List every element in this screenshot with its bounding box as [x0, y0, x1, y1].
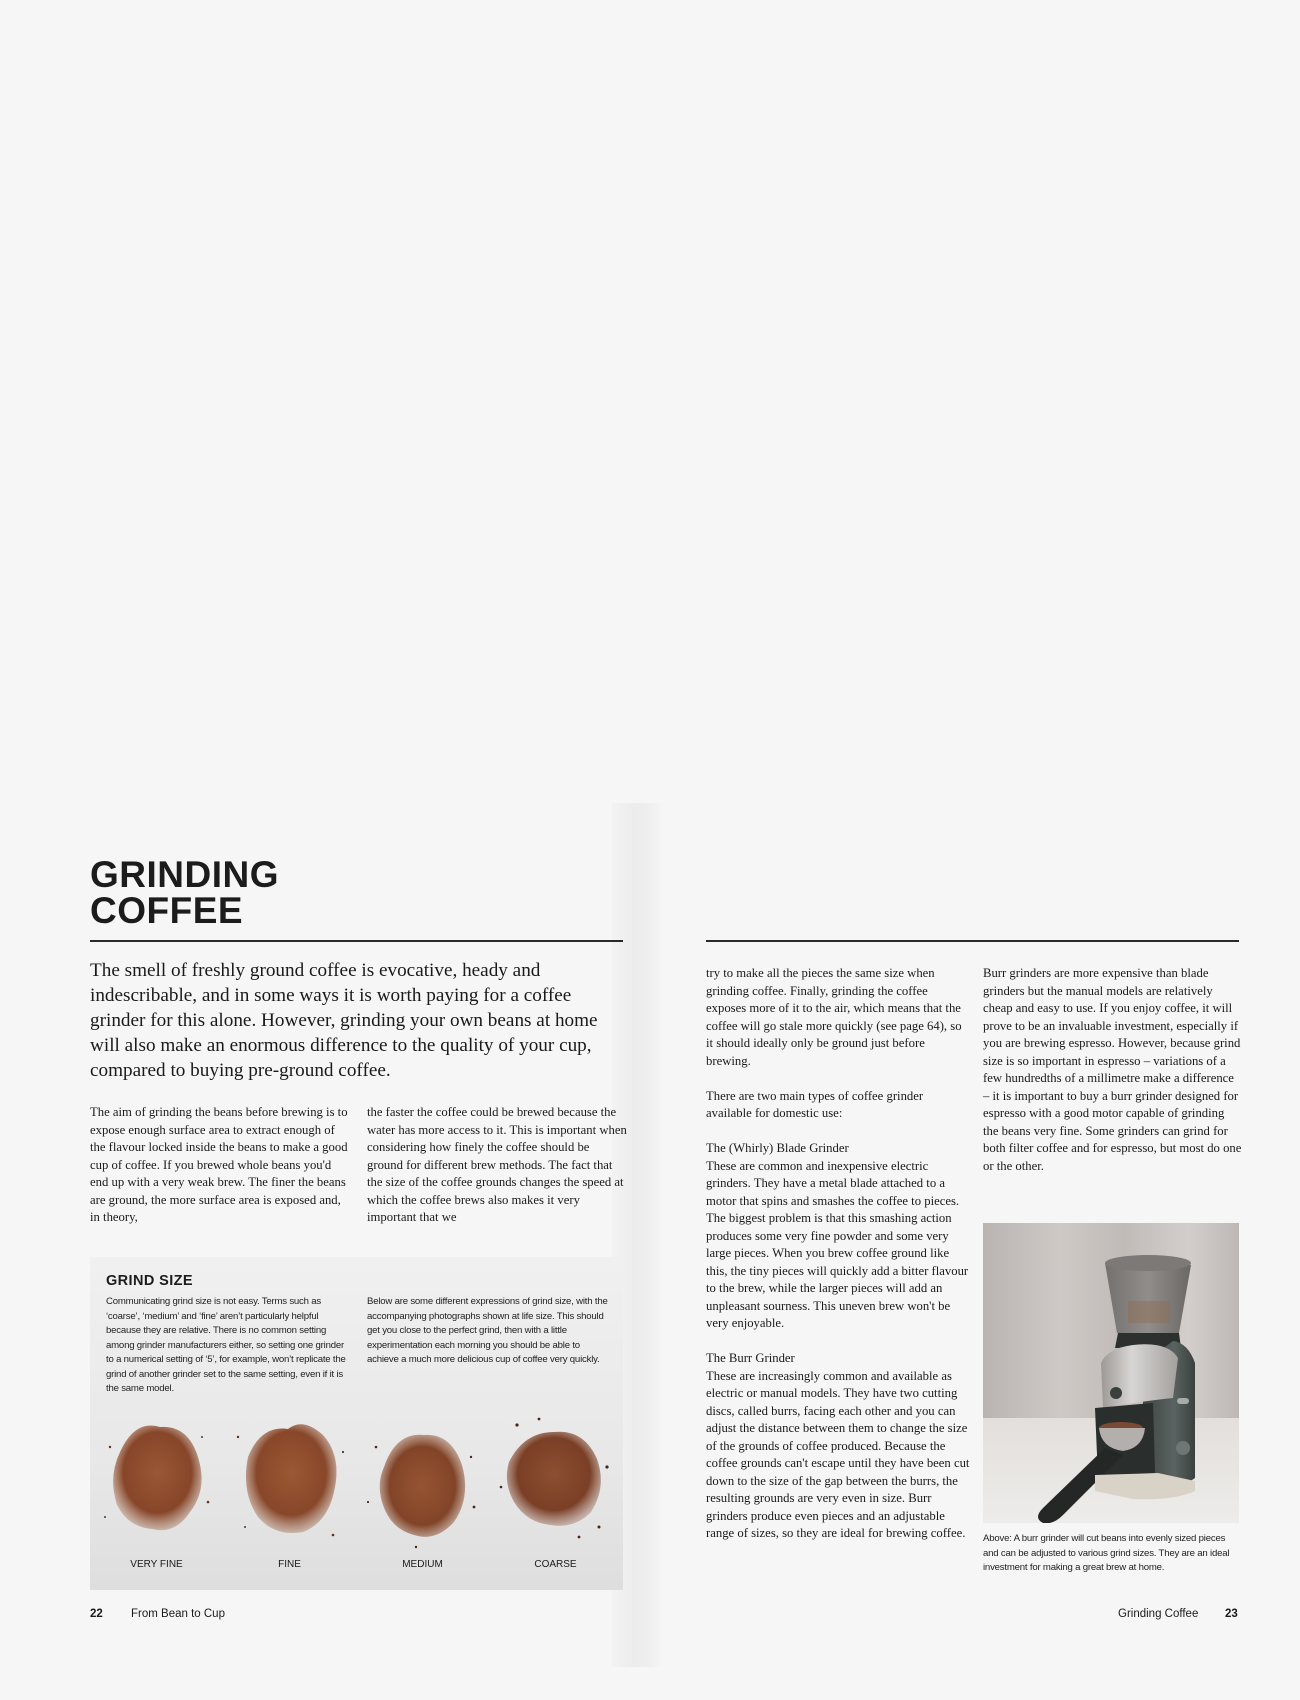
- burr-grinder-text: These are increasingly common and available as electric or manual models. They have two cutting discs, called burrs, facing each other and you can adjust the distance between them to change the size of the grounds of coffee produced. Because the coffee grounds can't escape until they have been cut down to the size of the gap between the burrs, the resulting grounds are very even in size. Burr grinders produce even pieces and an adjustable range of sizes, so they are ideal for brewing coffee.: [706, 1368, 970, 1540]
- blade-grinder-heading: The (Whirly) Blade Grinder: [706, 1141, 849, 1155]
- grind-sample-coarse: [489, 1407, 622, 1582]
- right-col1-para-1: try to make all the pieces the same size when grinding coffee. Finally, grinding the coffee exposes more of it to the air, which means that the coffee will go stale more quickly (see page 64), so it should ideally only be ground just before brewing.: [706, 966, 962, 1068]
- title-line-2: COFFEE: [90, 890, 244, 931]
- grind-size-text-1: Communicating grind size is not easy. Terms such as ‘coarse’, ‘medium’ and ‘fine’ aren’t particularly helpful because they are relative. There is no common setting among grinder manufacturers either, so setting one grinder to a numerical setting of ‘5’, for example, won’t replicate the grind of another grinder set to the same setting, even if it is the same model.: [106, 1296, 346, 1394]
- page-number-left: 22: [90, 1608, 103, 1620]
- right-column-1: [706, 965, 971, 1543]
- photo-caption: Above: A burr grinder will cut beans into evenly sized pieces and can be adjusted to various grind sizes. They are an ideal investment for making a great brew at home.: [983, 1533, 1230, 1573]
- running-title-right: Grinding Coffee: [1118, 1608, 1199, 1620]
- grind-label-medium: MEDIUM: [402, 1559, 443, 1570]
- body-column-1: The aim of grinding the beans before brewing is to expose enough surface area to extract enough of the flavour locked inside the beans to make a good cup of coffee. If you brewed whole beans you'd end up with a very weak brew. The finer the beans are ground, the more surface area is exposed and, in theory,: [90, 1105, 348, 1224]
- page-number-right: 23: [1225, 1608, 1238, 1620]
- blade-grinder-text: These are common and inexpensive electric grinders. They have a metal blade attached to a motor that spins and smashes the coffee to pieces. The biggest problem is that this smashing action produces some very fine powder and some very large pieces. When you brew coffee ground like this, the tiny pieces will quickly add a bitter flavour to the brew, while the larger pieces will add an unpleasant sourness. This uneven brew won't be very enjoyable.: [706, 1158, 969, 1330]
- right-column-2: Burr grinders are more expensive than blade grinders but the manual models are relatively cheap and easy to use. If you enjoy coffee, it will prove to be an invaluable investment, especially if you are brewing espresso. However, because grind size is so important in espresso – variations of a few hundredths of a millimetre make a difference – it is important to buy a burr grinder designed for espresso with a good motor capable of grinding the beans very fine. Some grinders can grind for both filter coffee and for espresso, but most do one or the other.: [983, 966, 1242, 1173]
- coffee-pile-icon: [90, 1407, 223, 1557]
- running-title-left: From Bean to Cup: [131, 1608, 225, 1620]
- coffee-pile-icon: [223, 1407, 356, 1557]
- body-column-2: the faster the coffee could be brewed because the water has more access to it. This is important when considering how finely the coffee should be ground for different brew methods. The fact that the size of the coffee grounds changes the speed at which the coffee brews also makes it very important that we: [367, 1105, 627, 1224]
- burr-grinder-photo: [983, 1223, 1239, 1523]
- grind-size-panel: [90, 1257, 623, 1590]
- coffee-pile-icon: [489, 1407, 622, 1557]
- title-line-1: GRINDING: [90, 854, 279, 895]
- grind-sample-medium: [356, 1407, 489, 1582]
- burr-grinder-image-icon: [983, 1223, 1239, 1523]
- grind-size-text-2: Below are some different expressions of grind size, with the accompanying photographs shown at life size. This should get you close to the perfect grind, then with a little experimentation each morning you should be able to achieve a much more delicious cup of coffee very quickly.: [367, 1296, 608, 1365]
- grind-samples-photo: [90, 1407, 623, 1582]
- title-rule-left: [90, 940, 623, 942]
- intro-paragraph: The smell of freshly ground coffee is evocative, heady and indescribable, and in some ways it is worth paying for a coffee grinder for this alone. However, grinding your own beans at home will also make an enormous difference to the quality of your cup, compared to buying pre-ground coffee.: [90, 960, 598, 1081]
- burr-grinder-heading: The Burr Grinder: [706, 1351, 795, 1365]
- grind-sample-fine: [223, 1407, 356, 1582]
- grind-label-fine: FINE: [278, 1559, 301, 1570]
- coffee-pile-icon: [356, 1407, 489, 1557]
- grind-size-title: GRIND SIZE: [106, 1273, 193, 1289]
- page-title: [90, 854, 279, 931]
- grind-label-coarse: COARSE: [534, 1559, 577, 1570]
- right-col1-para-2: There are two main types of coffee grinder available for domestic use:: [706, 1088, 924, 1120]
- grind-sample-very-fine: [90, 1407, 223, 1582]
- title-rule-right: [706, 940, 1239, 942]
- grind-label-very-fine: VERY FINE: [130, 1559, 183, 1570]
